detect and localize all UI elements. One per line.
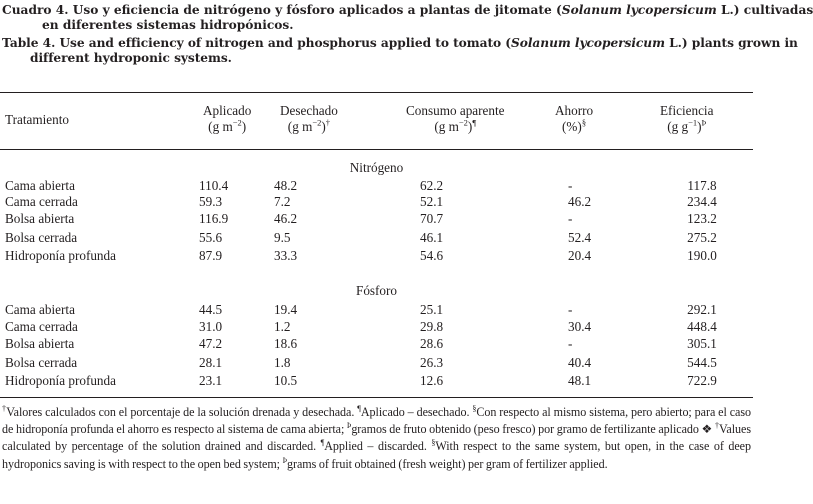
table-row: Cama abierta 44.5 19.4 25.1 - 292.1	[5, 302, 717, 317]
table-row: Bolsa abierta 47.2 18.6 28.6 - 305.1	[5, 336, 717, 351]
caption-english	[2, 36, 798, 66]
caption-es-text-a: Uso y eficiencia de nitrógeno y fósforo aplicados a plantas de jitomate (	[68, 3, 562, 17]
caption-es-text-b: L.) cultivadas	[716, 3, 813, 17]
caption-en-text-b: L.) plants grown in	[664, 36, 798, 50]
table-row: Bolsa cerrada 55.6 9.5 46.1 52.4 275.2	[5, 230, 717, 245]
header-eficiencia: Eficiencia (g $g^{-1})^Þ$	[660, 103, 714, 134]
table-top-rule	[0, 92, 753, 93]
table-row: Bolsa abierta 116.9 46.2 70.7 - 123.2	[5, 211, 717, 226]
footnotes: †Valores calculados con el porcentaje de la solución drenada y desechada. ¶Aplicado – desechado. §Con respecto al mismo sistema, pero abierto; para el caso de hidroponía profunda el ahorro es respecto al sistema de cama abierta; $^Þ$gramos de fruto obtenido (peso fresco) por gramo de fertilizante aplicado ❖ †Values calculated by percentage of the solution drained and discarded. ¶Applied – discarded. §With respect to the same system, but open, in the case of deep hydroponics saving is with respect to the open bed system; $^Þ$grams of fruit obtained (fresh weight) per gram of fertilizer applied.	[2, 403, 752, 471]
section-title-nitrogeno: Nitrógeno	[349, 160, 404, 175]
caption-es-species: Solanum lycopersicum	[561, 3, 717, 17]
table-row: Hidroponía profunda 87.9 33.3 54.6 20.4 190.0	[5, 248, 717, 263]
header-aplicado: Aplicado (g $m^{-2}$)	[203, 103, 252, 134]
caption-spanish	[2, 3, 813, 33]
table-row: Hidroponía profunda 23.1 10.5 12.6 48.1 722.9	[5, 373, 717, 388]
header-bottom-rule	[0, 149, 753, 150]
table-row: Cama cerrada 31.0 1.2 29.8 30.4 448.4	[5, 319, 717, 334]
caption-es-line2: en diferentes sistemas hidropónicos.	[42, 18, 294, 32]
header-desechado: Desechado (g $m^{-2})^\dagger$	[280, 103, 338, 134]
table-row: Cama cerrada 59.3 7.2 52.1 46.2 234.4	[5, 194, 717, 209]
header-tratamiento: Tratamiento	[5, 112, 69, 127]
caption-en-label: Table 4.	[2, 36, 56, 50]
caption-en-line2: different hydroponic systems.	[30, 51, 232, 65]
table-row: Cama abierta 110.4 48.2 62.2 - 117.8	[5, 178, 717, 193]
table-row: Bolsa cerrada 28.1 1.8 26.3 40.4 544.5	[5, 355, 717, 370]
caption-en-text-a: Use and efficiency of nitrogen and phosphorus applied to tomato (	[55, 36, 512, 50]
section-title-fosforo: Fósforo	[355, 283, 398, 298]
header-consumo-aparente: Consumo aparente (g $m^{-2})^\P$	[406, 103, 505, 134]
caption-es-label: Cuadro 4.	[2, 3, 69, 17]
caption-en-species: Solanum lycopersicum	[511, 36, 665, 50]
header-ahorro: Ahorro (%)§	[555, 103, 594, 134]
table-bottom-rule	[0, 397, 753, 398]
